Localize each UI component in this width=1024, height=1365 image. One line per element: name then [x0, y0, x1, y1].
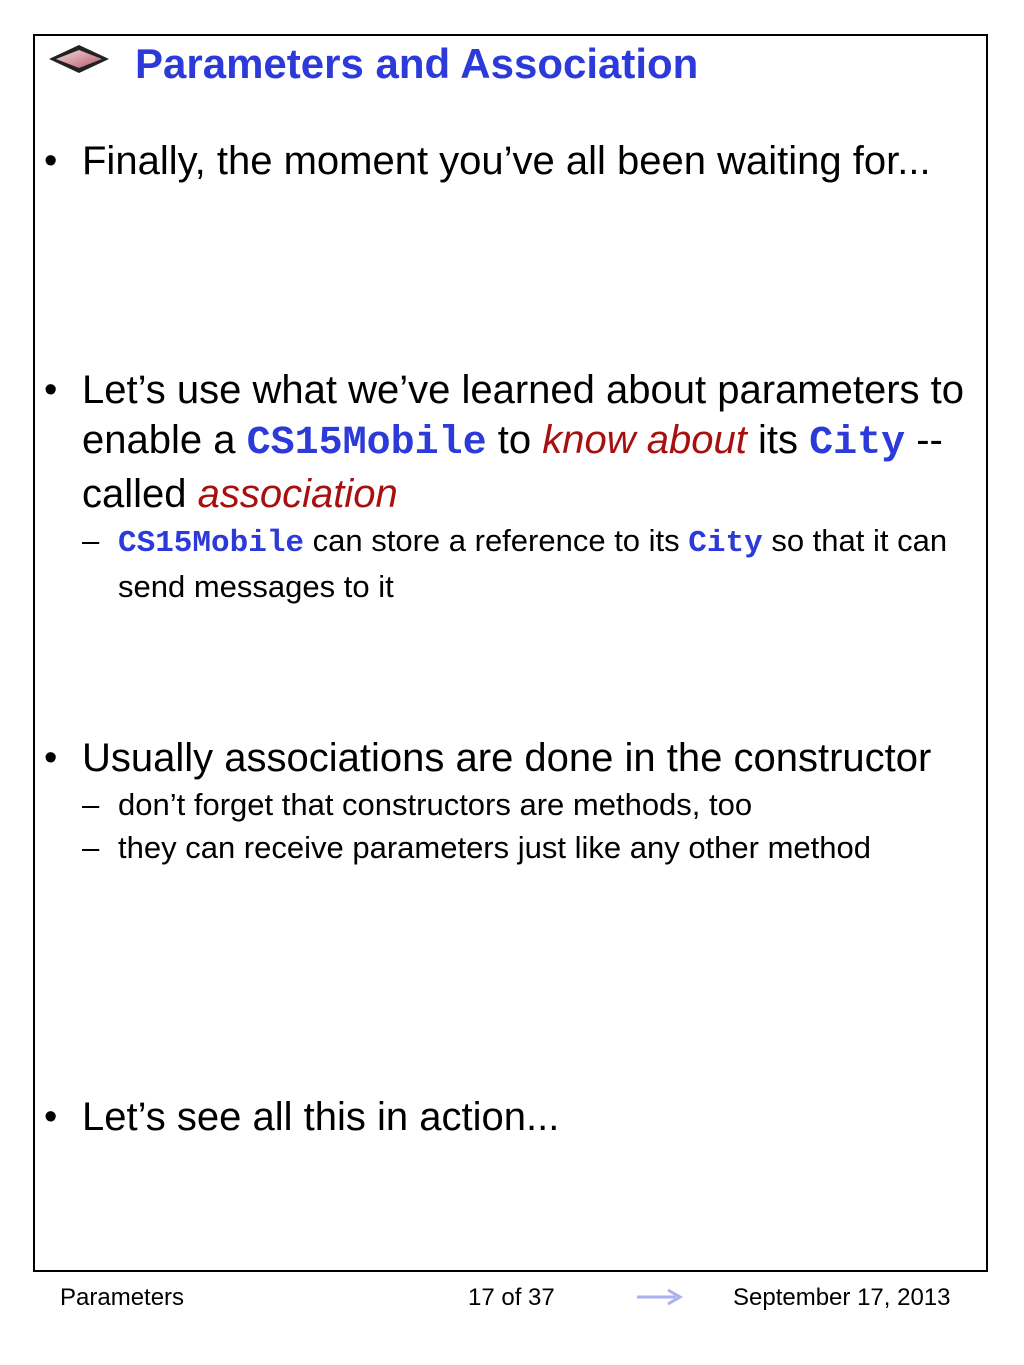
sub-bullet-dash: – — [82, 523, 100, 558]
bullet-dot: • — [44, 737, 58, 779]
arrow-right-icon[interactable] — [636, 1287, 684, 1307]
text-run: so that it can send messages to it — [118, 523, 948, 604]
bullet-action — [44, 1092, 974, 1142]
footer-page-number: 17 of 37 — [468, 1284, 555, 1311]
sub-bullet-text — [82, 519, 974, 608]
sub-bullet — [82, 519, 974, 608]
sub-bullet-text: don’t forget that constructors are methods, too — [118, 787, 753, 822]
sub-bullet-dash: – — [82, 787, 100, 822]
diamond-icon — [47, 42, 111, 76]
text-run: to — [486, 418, 543, 462]
bullet-text: Let’s see all this in action... — [82, 1095, 560, 1139]
code-city: City — [688, 526, 763, 561]
bullet-finally — [44, 136, 974, 186]
text-run: -- called — [82, 418, 943, 516]
slide-title: Parameters and Association — [135, 40, 699, 87]
text-run: Let’s use what we’ve learned about parameters to enable a — [82, 368, 965, 462]
code-city: City — [809, 421, 906, 466]
sub-bullet — [82, 783, 974, 826]
bullet-text: Finally, the moment you’ve all been waiting for... — [82, 139, 931, 183]
slide-frame — [33, 34, 988, 1272]
code-cs15mobile: CS15Mobile — [246, 421, 487, 466]
bullet-text: Usually associations are done in the constructor — [82, 736, 932, 780]
emphasis-association: association — [197, 472, 398, 516]
sub-bullet-dash: – — [82, 830, 100, 865]
text-run: its — [746, 418, 810, 462]
bullet-text — [82, 365, 974, 519]
footer-date: September 17, 2013 — [733, 1284, 951, 1311]
footer-section-title: Parameters — [60, 1284, 185, 1311]
bullet-constructor — [44, 733, 974, 869]
code-cs15mobile: CS15Mobile — [118, 526, 305, 561]
bullet-dot: • — [44, 1096, 58, 1138]
text-run: can store a reference to its — [304, 523, 689, 558]
sub-bullet-text: they can receive parameters just like any other method — [118, 830, 871, 865]
emphasis-know-about: know about — [542, 418, 747, 462]
sub-bullet — [82, 826, 974, 869]
bullet-association — [44, 365, 974, 608]
bullet-dot: • — [44, 140, 58, 182]
bullet-dot: • — [44, 369, 58, 411]
